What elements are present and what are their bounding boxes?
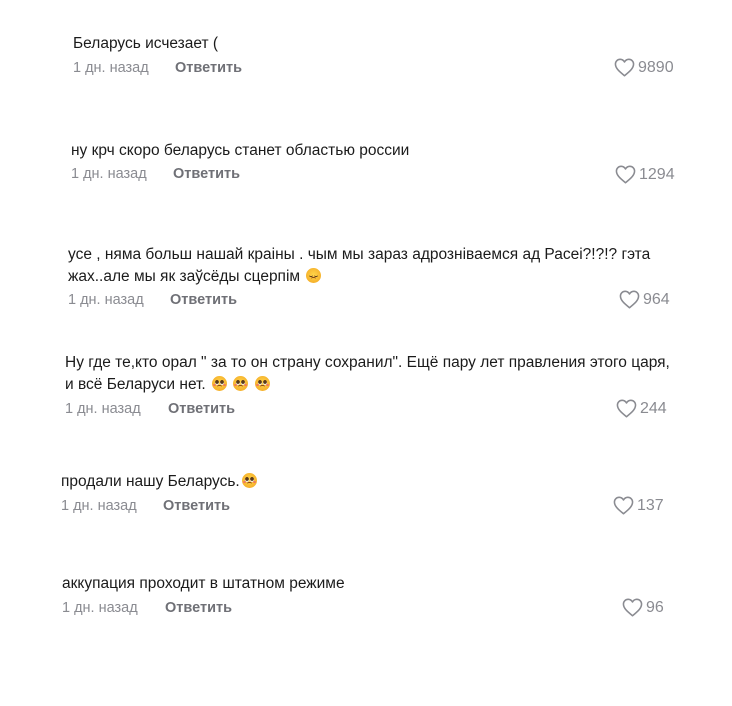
like-count: 96 bbox=[646, 598, 664, 616]
pensive-face-emoji bbox=[306, 268, 321, 283]
like-count: 244 bbox=[640, 399, 667, 417]
comment-timestamp: 1 дн. назад bbox=[73, 60, 149, 76]
heart-icon bbox=[622, 598, 643, 617]
comment-timestamp: 1 дн. назад bbox=[62, 600, 138, 616]
heart-icon bbox=[616, 399, 637, 418]
reply-button[interactable]: Ответить bbox=[170, 292, 238, 308]
comment-text-line: аккупация проходит в штатном режиме bbox=[62, 575, 345, 592]
like-button[interactable] bbox=[613, 496, 664, 515]
reply-button[interactable]: Ответить bbox=[165, 600, 233, 616]
comment-text bbox=[68, 244, 650, 288]
comment-text-line: жах..але мы як заўсёды сцерпім bbox=[68, 268, 301, 285]
heart-icon bbox=[614, 58, 635, 77]
reply-button[interactable]: Ответить bbox=[163, 498, 231, 514]
like-count: 137 bbox=[637, 496, 664, 514]
comment-text bbox=[65, 352, 670, 396]
heart-icon bbox=[613, 496, 634, 515]
like-button[interactable] bbox=[622, 598, 664, 617]
comment-text-line: Ну где те,кто орал " за то он страну сохранил". Ещё пару лет правления этого царя, bbox=[65, 354, 670, 371]
comment-timestamp: 1 дн. назад bbox=[68, 292, 144, 308]
comment-text bbox=[71, 140, 409, 162]
comment-text-line: и всё Беларуси нет. bbox=[65, 376, 206, 393]
pleading-face-emoji bbox=[242, 473, 257, 488]
comment-text-line: ну крч скоро беларусь станет областью россии bbox=[71, 142, 410, 159]
comment-timestamp: 1 дн. назад bbox=[71, 166, 147, 182]
comment-timestamp: 1 дн. назад bbox=[61, 498, 137, 514]
comment-text bbox=[62, 573, 345, 595]
like-button[interactable] bbox=[616, 399, 667, 418]
comment-text bbox=[73, 33, 218, 55]
comment-text-line: усе , няма больш нашай краіны . чым мы зараз адрозніваемся ад Расеі?!?!? гэта bbox=[68, 246, 651, 263]
comment-text-line: продали нашу Беларусь. bbox=[61, 473, 240, 490]
pleading-face-emoji bbox=[233, 376, 248, 391]
heart-icon bbox=[615, 165, 636, 184]
reply-button[interactable]: Ответить bbox=[175, 60, 243, 76]
comment-text bbox=[61, 471, 257, 493]
like-count: 9890 bbox=[638, 58, 674, 76]
comment-text-line: Беларусь исчезает ( bbox=[73, 35, 219, 52]
like-button[interactable] bbox=[615, 165, 675, 184]
reply-button[interactable]: Ответить bbox=[168, 401, 236, 417]
like-count: 1294 bbox=[639, 165, 675, 183]
like-button[interactable] bbox=[614, 58, 674, 77]
like-button[interactable] bbox=[619, 290, 670, 309]
pleading-face-emoji bbox=[255, 376, 270, 391]
pleading-face-emoji bbox=[212, 376, 227, 391]
reply-button[interactable]: Ответить bbox=[173, 166, 241, 182]
comment-timestamp: 1 дн. назад bbox=[65, 401, 141, 417]
like-count: 964 bbox=[643, 290, 670, 308]
heart-icon bbox=[619, 290, 640, 309]
